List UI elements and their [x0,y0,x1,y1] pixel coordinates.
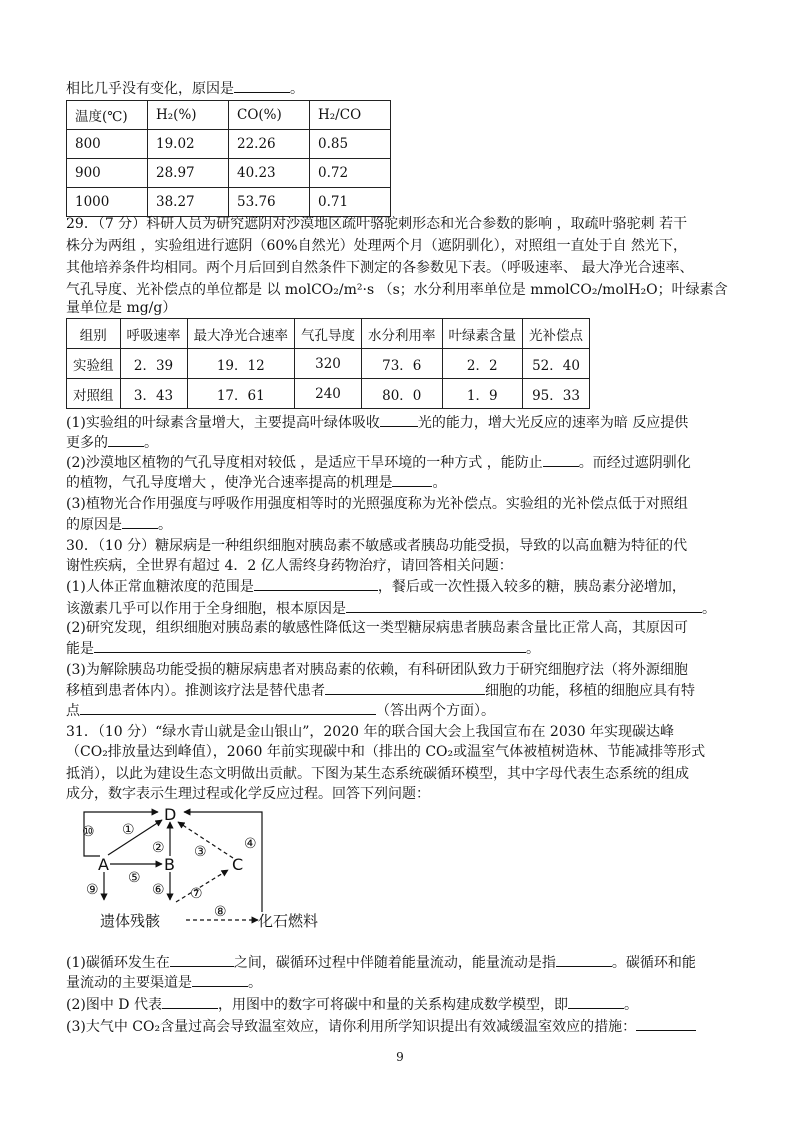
q29-line: 29．（7 分）科研人员为研究遮阴对沙漠地区疏叶骆驼刺形态和光合参数的影响 ，取疏叶骆驼刺 若干 [66,216,688,232]
label-4: ④ [244,836,257,852]
answer-blank [122,514,158,529]
label-6: ⑥ [152,882,165,898]
node-c: C [232,855,244,874]
answer-blank [556,952,612,967]
node-fossil-fuel: 化石燃料 [258,912,319,930]
label-3: ③ [194,844,207,860]
q29-line: 气孔导度、光补偿点的单位都是 以 molCO₂/m²·s （s；水分利用率单位是 mmolCO₂/molH₂O；叶绿素含 [66,282,728,298]
carbon-cycle-diagram [78,800,378,932]
q29-sub-line: (3)植物光合作用强度与呼吸作用强度相等时的光照强度称为光补偿点。实验组的光补偿点低于对照组 [66,496,688,512]
temperature-gas-table [66,100,391,217]
table-row: 对照组 3．43 17．61 240 80．0 1．9 95．33 [67,379,590,409]
q29-sub-line: (1)实验组的叶绿素含量增大，主要提高叶绿体吸收 光的能力，增大光反应的速率为暗 反应提供 [66,412,688,433]
answer-blank [636,1016,696,1031]
q29-line: 量单位是 mg/g） [66,300,177,316]
q30-line: 30．（10 分）糖尿病是一种组织细胞对胰岛素不敏感或者胰岛功能受损，导致的以高血糖为特征的代 [66,538,688,554]
table-row: 900 28.97 40.23 0.72 [67,159,391,188]
q30-sub-line: (2)研究发现，组织细胞对胰岛素的敏感性降低这一类型糖尿病患者胰岛素含量比正常人高，其原因可 [66,620,688,636]
answer-blank [346,598,702,613]
node-remains: 遗体残骸 [100,912,161,930]
label-5: ⑤ [128,870,141,886]
answer-blank [108,432,144,447]
answer-blank [94,638,526,653]
label-2: ② [152,840,165,856]
label-8: ⑧ [214,904,227,920]
q29-line: 其他培养条件均相同。两个月后回到自然条件下测定的各参数见下表。（呼吸速率、 最大净光合速率、 [66,260,694,276]
photosynthesis-table [66,318,590,409]
answer-blank [162,994,218,1009]
q31-line: 抵消），以此为建设生态文明做出贡献。下图为某生态系统碳循环模型，其中字母代表生态系统的组成 [66,766,689,782]
answer-blank [192,972,248,987]
header-line: 相比几乎没有变化，原因是 。 [66,78,304,99]
answer-blank [380,412,418,427]
q30-sub-line: 移植到患者体内）。推测该疗法是替代患者 细胞的功能，移植的细胞应具有特 [66,680,695,701]
answer-blank [170,952,234,967]
q30-line: 谢性疾病，全世界有超过 4．2 亿人需终身药物治疗，请回答相关问题： [66,558,513,574]
q29-sub-line: (2)沙漠地区植物的气孔导度相对较低 ，是适应干旱环境的一种方式 ，能防止 。而经过遮阴驯化 [66,452,691,473]
table-header-row: 组别 呼吸速率 最大净光合速率 气孔导度 水分利用率 叶绿素含量 光补偿点 [67,319,590,349]
q30-sub-line: (1)人体正常血糖浓度的范围是 ，餐后或一次性摄入较多的糖，胰岛素分泌增加， [66,576,686,597]
q31-sub-line: 量流动的主要渠道是 。 [66,972,262,993]
q30-sub-line: 该激素几乎可以作用于全身细胞，根本原因是 。 [66,598,716,619]
q31-sub-line: (1)碳循环发生在 之间，碳循环过程中伴随着能量流动，能量流动是指 。碳循环和能 [66,952,696,973]
node-d: D [164,805,177,824]
q30-sub-line: (3)为解除胰岛功能受损的糖尿病患者对胰岛素的依赖，有科研团队致力于研究细胞疗法（将外源细胞 [66,662,688,678]
q31-sub-line: (3)大气中 CO₂含量过高会导致温室效应，请你利用所学知识提出有效减缓温室效应的措施： [66,1016,696,1037]
node-b: B [164,855,175,874]
answer-blank [80,700,376,715]
label-1: ① [122,822,135,838]
q31-line: （CO₂排放量达到峰值），2060 年前实现碳中和（排出的 CO₂或温室气体被植树造林、节能减排等形式 [66,744,706,760]
q30-sub-line: 点 （答出两个方面）。 [66,700,495,721]
q29-sub-line: 的植物，气孔导度增大 ，使净光合速率提高的机理是 。 [66,472,446,493]
label-9: ⑨ [86,882,99,898]
label-7: ⑦ [190,886,203,902]
table-row: 实验组 2．39 19．12 320 73．6 2．2 52．40 [67,349,590,379]
arrow-a-d-loop [84,812,158,856]
answer-blank [568,994,624,1009]
answer-blank [543,452,579,467]
q31-sub-line: (2)图中 D 代表 ，用图中的数字可将碳中和量的关系构建成数学模型，即 。 [66,994,638,1015]
q30-sub-line: 能是 。 [66,638,540,659]
answer-blank [325,680,485,695]
q29-line: 株分为两组 ，实验组进行遮阴（60%自然光）处理两个月（遮阴驯化），对照组一直处于自 然光下， [66,238,688,254]
page-number: 9 [396,1050,404,1064]
label-10: ⑩ [82,824,95,840]
table-header-row: 温度(℃) H₂(%) CO(%) H₂/CO [67,101,391,130]
answer-blank [234,78,290,93]
table-row: 800 19.02 22.26 0.85 [67,130,391,159]
table-row: 1000 38.27 53.76 0.71 [67,188,391,217]
q31-line: 31．（10 分）“绿水青山就是金山银山”，2020 年的联合国大会上我国宣布在 2030 年实现碳达峰 [66,724,674,740]
q31-line: 成分，数字表示生理过程或化学反应过程。回答下列问题： [66,786,430,802]
q29-sub-line: 的原因是 。 [66,514,172,535]
q29-sub-line: 更多的 。 [66,432,158,453]
node-a: A [98,855,109,874]
answer-blank [392,472,432,487]
answer-blank [254,576,378,591]
